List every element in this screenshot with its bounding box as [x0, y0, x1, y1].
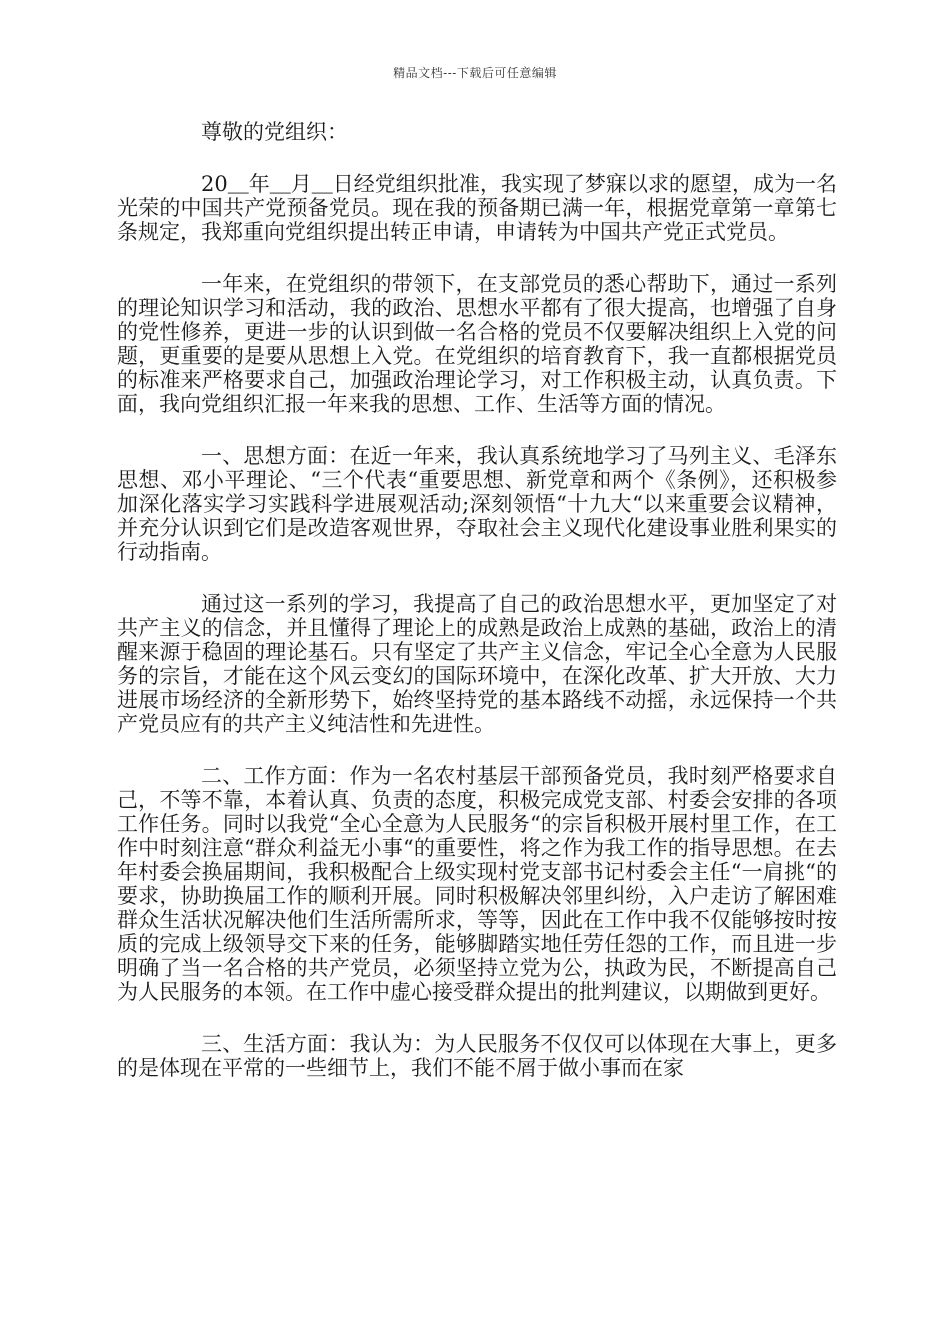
paragraph-life: 三、生活方面：我认为：为人民服务不仅仅可以体现在大事上，更多的是体现在平常的一些细节上，我们不能不屑于做小事而在家: [117, 1032, 837, 1080]
letter-body: [117, 120, 837, 1108]
paragraph-year-summary: 一年来，在党组织的带领下，在支部党员的悉心帮助下，通过一系列的理论知识学习和活动，我的政治、思想水平都有了很大提高，也增强了自身的党性修养，更进一步的认识到做一名合格的党员不仅要解决组织上入党的问题，更重要的是要从思想上入党。在党组织的培育教育下，我一直都根据党员的标准来严格要求自己，加强政治理论学习，对工作积极主动，认真负责。下面，我向党组织汇报一年来我的思想、工作、生活等方面的情况。: [117, 272, 837, 416]
page-header: 精品文档---下载后可任意编辑: [393, 66, 557, 80]
paragraph-work: 二、工作方面：作为一名农村基层干部预备党员，我时刻严格要求自己，不等不靠，本着认真、负责的态度，积极完成党支部、村委会安排的各项工作任务。同时以我党“全心全意为人民服务“的宗旨积极开展村里工作，在工作中时刻注意“群众利益无小事“的重要性，将之作为我工作的指导思想。在去年村委会换届期间，我积极配合上级实现村党支部书记村委会主任“一肩挑“的要求，协助换届工作的顺利开展。同时积极解决邻里纠纷，入户走访了解困难群众生活状况解决他们生活所需所求，等等，因此在工作中我不仅能够按时按质的完成上级领导交下来的任务，能够脚踏实地任劳任怨的工作，而且进一步明确了当一名合格的共产党员，必须坚持立党为公，执政为民，不断提高自己为人民服务的本领。在工作中虚心接受群众提出的批判建议，以期做到更好。: [117, 764, 837, 1004]
paragraph-ideology: 一、思想方面：在近一年来，我认真系统地学习了马列主义、毛泽东思想、邓小平理论、“三个代表“重要思想、新党章和两个《条例》，还积极参加深化落实学习实践科学进展观活动;深刻领悟“十九大“以来重要会议精神，并充分认识到它们是改造客观世界，夺取社会主义现代化建设事业胜利果实的行动指南。: [117, 444, 837, 564]
salutation: 尊敬的党组织：: [201, 120, 348, 144]
paragraph-appointment: 20＿年＿月＿日经党组织批准，我实现了梦寐以求的愿望，成为一名光荣的中国共产党预备党员。现在我的预备期已满一年，根据党章第一章第七条规定，我郑重向党组织提出转正申请，申请转为中国共产党正式党员。: [117, 172, 837, 244]
paragraph-study-results: 通过这一系列的学习，我提高了自己的政治思想水平，更加坚定了对共产主义的信念，并且懂得了理论上的成熟是政治上成熟的基础，政治上的清醒来源于稳固的理论基石。只有坚定了共产主义信念，牢记全心全意为人民服务的宗旨，才能在这个风云变幻的国际环境中，在深化改革、扩大开放、大力进展市场经济的全新形势下，始终坚持党的基本路线不动摇，永远保持一个共产党员应有的共产主义纯洁性和先进性。: [117, 592, 837, 736]
